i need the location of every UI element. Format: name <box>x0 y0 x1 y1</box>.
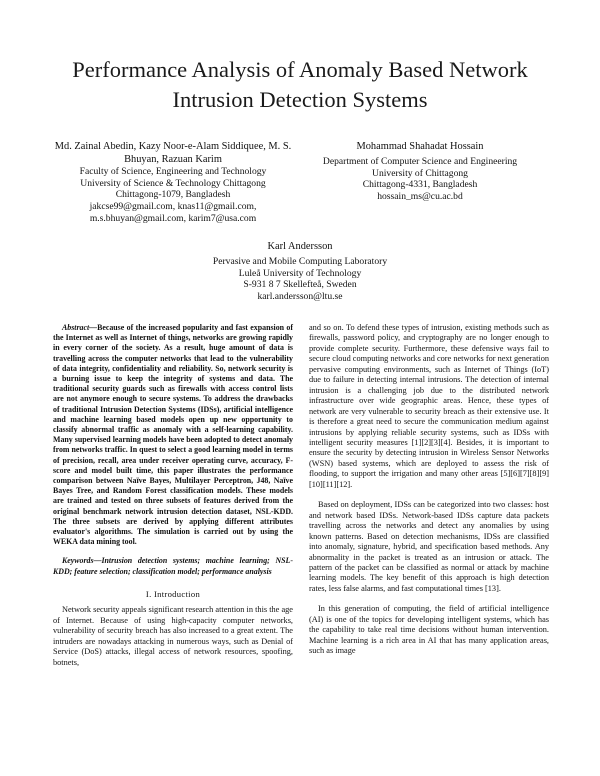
author-names: Mohammad Shahadat Hossain <box>356 141 484 152</box>
affiliation-line: Department of Computer Science and Engineering <box>322 156 518 167</box>
body-paragraph: In this generation of computing, the field of artificial intelligence (AI) is one of the topics for developing intelligent systems, which has the capability to take real time decisions without human intervention. Machine learning is a rich area in AI that has many application areas, such as image <box>309 604 549 656</box>
abstract-label: Abstract— <box>62 323 98 332</box>
author-names: Karl Andersson <box>267 241 333 252</box>
affiliation-line: Pervasive and Mobile Computing Laboratory <box>212 256 388 267</box>
affiliation-line: Luleå University of Technology <box>238 267 362 279</box>
abstract <box>53 323 293 547</box>
affiliation-line: Faculty of Science, Engineering and Technology <box>79 166 267 177</box>
body-paragraph: and so on. To defend these types of intrusion, existing methods such as firewalls, password policy, and cryptography are no longer enough to provide complete security. Furthermore, these defensive ways fail to secure cloud computing networks and core networks for next generation pervasive computing environments, such as Internet of Things (IoT) due to failure in detecting internal intrusions. The detection of internal intrusion is a challenging job due to the distributed network infrastructure over wide geographic areas. Hence, these types of network are very vulnerable to security breach as their extensive use. It is therefore a great need to secure the communication medium against intrusions by applying reliable security systems, such as IDSs with intelligent security measures [1][2][3][4]. Besides, it is important to ensure the security by detecting intrusion in Wireless Sensor Networks (WSN) based systems, which are deployed to assess the risk of flooding, to support the irrigation and many other areas [5][6][7][8][9][10][11][12]. <box>309 323 549 489</box>
paper-title: Performance Analysis of Anomaly Based Network Intrusion Detection Systems <box>72 57 528 112</box>
affiliation-line: Chittagong-1079, Bangladesh <box>115 189 231 201</box>
right-column <box>309 323 549 657</box>
email-line: karl.andersson@ltu.se <box>257 291 343 303</box>
affiliation-line: University of Science & Technology Chittagong <box>80 177 266 189</box>
body-paragraph: Based on deployment, IDSs can be categorized into two classes: host and network based IDSs. Network-based IDSs capture data packets travelling across the networks and detect any anomalies by using known patterns. Based on detection mechanisms, IDSs are classified into anomaly, signature, hybrid, and specification based methods. Any abnormality in the packet is treated as an intrusion or attack. The pattern of the packet can be classified as normal or attack by machine learning models. The key benefit of this approach is high detection rates, less false alarms, and fast computational times [13]. <box>309 500 549 593</box>
affiliation-line: S-931 8 7 Skellefteå, Sweden <box>243 279 357 291</box>
email-line: m.s.bhuyan@gmail.com, karim7@usa.com <box>89 212 257 224</box>
intro-paragraph: Network security appeals significant research attention in this the age of Internet. Because of using high-capacity computer networks, vulnerability of security breach has also increased to a great extent. The intruders are nowadays attacking in numerous ways, such as Denial of Service (DoS) attacks, illegal access of network resources, spoofing, botnets, <box>53 605 293 667</box>
author-block-3 <box>170 240 430 303</box>
keywords: Keywords—Intrusion detection systems; machine learning; NSL-KDD; feature selection; classification model; performance analysis <box>53 556 293 576</box>
author-block-1 <box>48 140 298 225</box>
affiliation-line: University of Chittagong <box>372 167 468 179</box>
abstract-text: Because of the increased popularity and fast expansion of the Internet as well as Internet of things, networks are growing rapidly in every corner of the society. As a result, huge amount of data is travelling across the computer networks that lead to the vulnerability of data integrity, confidentiality and reliability. So, network security is a burning issue to keep the integrity of systems and data. The traditional security guards such as firewalls with access control lists are not anymore enough to secure systems. To address the drawbacks of traditional Intrusion Detection Systems (IDSs), artificial intelligence and machine learning based models open up new opportunity to classify abnormal traffic as anomaly with a self-learning capability. Many supervised learning models have been adopted to detect anomaly from networks traffic. In quest to select a good learning model in terms of precision, recall, area under receiver operating curve, accuracy, F-score and model built time, this paper illustrates the performance comparison between Naïve Bayes, Multilayer Perceptron, J48, Naïve Bayes Tree, and Random Forest classification models. These models are trained and tested on three subsets of features derived from the original benchmark network intrusion detection dataset, NSL-KDD. The three subsets are derived by applying different attributes evaluator's algorithms. The simulation is carried out by using the WEKA data mining tool. <box>53 323 293 547</box>
email-line: hossain_ms@cu.ac.bd <box>377 191 463 203</box>
section-heading: I. Introduction <box>145 588 201 599</box>
left-column <box>53 323 293 668</box>
author-names: Md. Zainal Abedin, Kazy Noor-e-Alam Siddiquee, M. S. Bhuyan, Razuan Karim <box>54 141 292 165</box>
affiliation-line: Chittagong-4331, Bangladesh <box>362 179 478 191</box>
author-block-2 <box>295 140 545 203</box>
email-line: jakcse99@gmail.com, knas11@gmail.com, <box>89 201 257 213</box>
